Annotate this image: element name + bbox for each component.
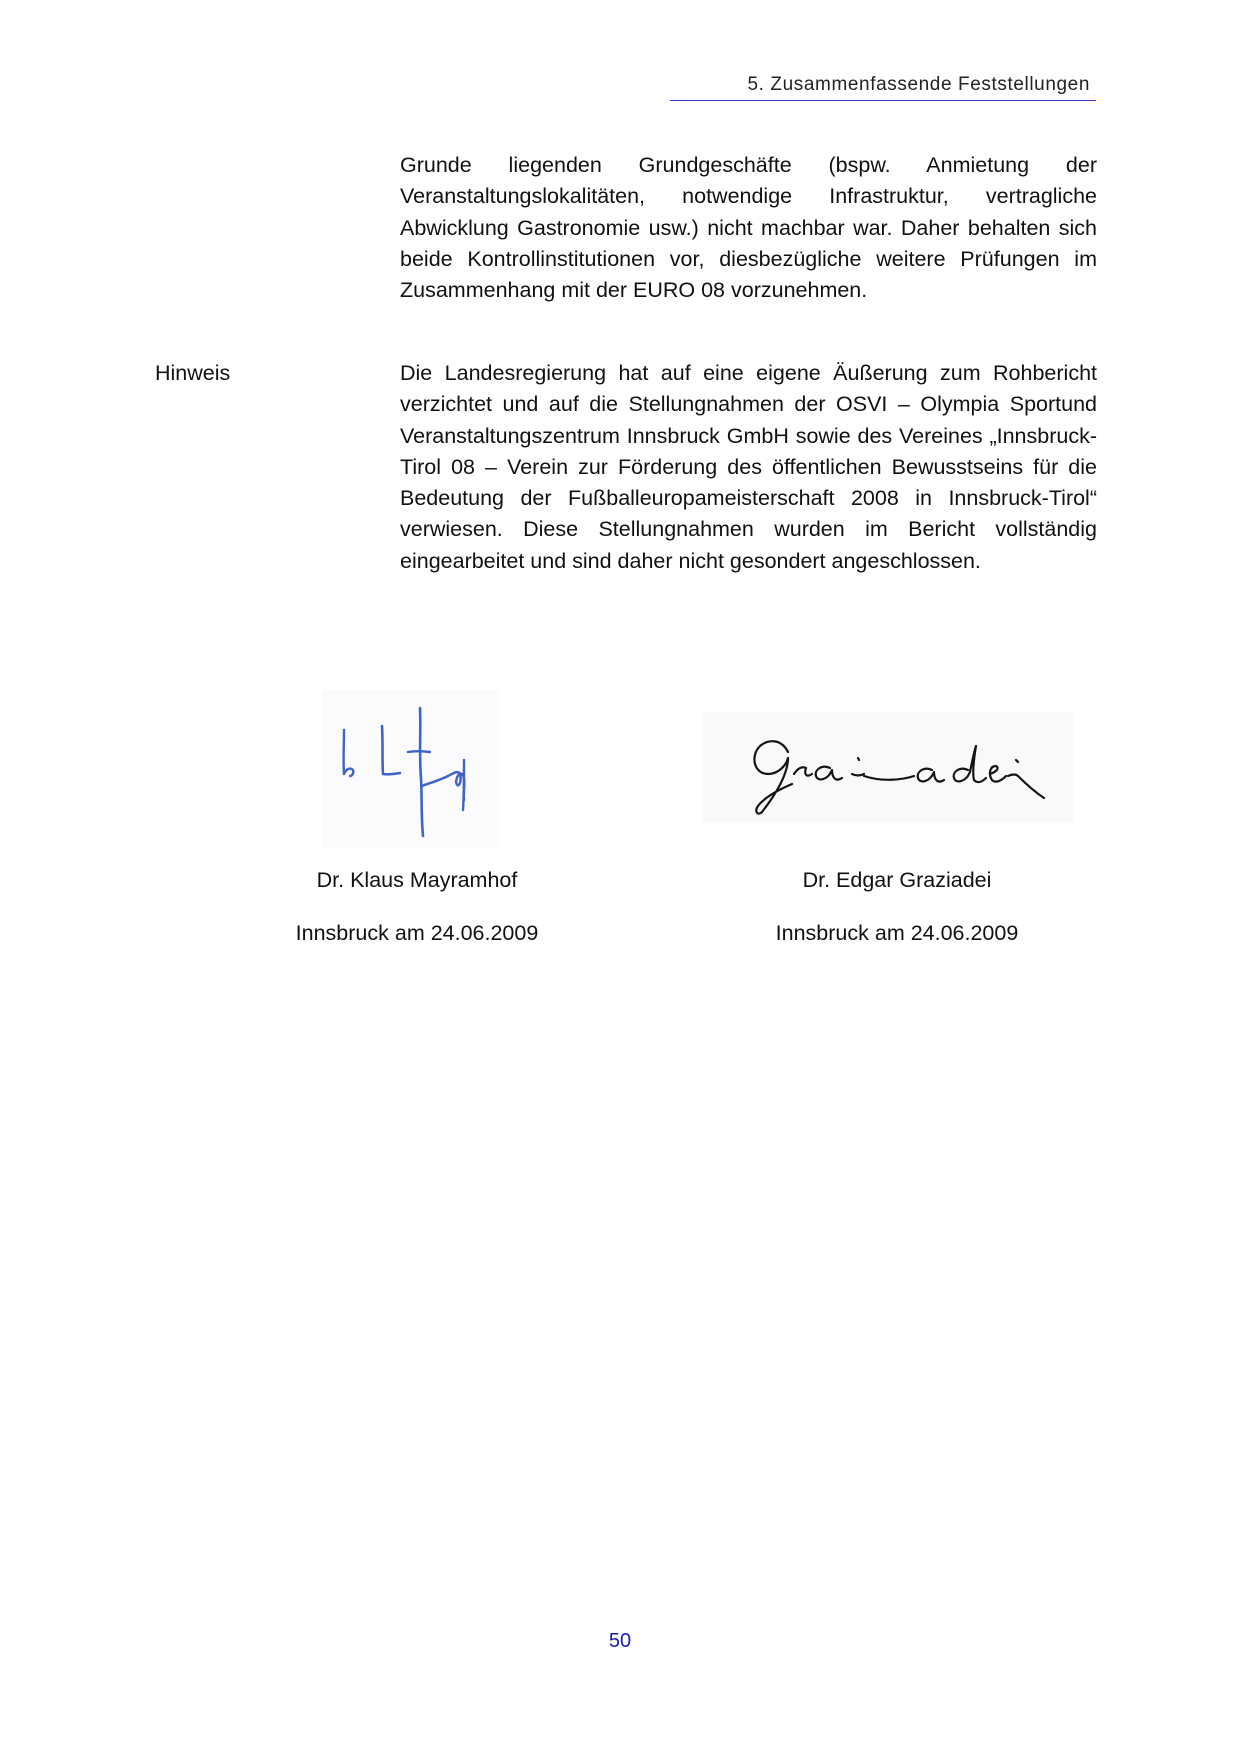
signer-date-graziadei: Innsbruck am 24.06.2009 — [775, 921, 1019, 945]
hinweis-label: Hinweis — [155, 361, 231, 385]
hinweis-paragraph: Die Landesregierung hat auf eine eigene Äußerung zum Rohbericht verzichtet und auf die Stellungnahmen der OSVI – Olympia Sportund Veranstaltungszentrum Innsbruck GmbH sowie des Vereines „Innsbruck-Tirol 08 – Verein zur Förderung des öffentlichen Bewusstseins für die Bedeutung der Fußballeuropameisterschaft 2008 in Innsbruck-Tirol“ verwiesen. Diese Stellungnahmen wurden im Bericht vollständig eingearbeitet und sind daher nicht gesondert angeschlossen. — [400, 361, 1097, 573]
signature-graziadei-strokes — [702, 712, 1074, 822]
section-title: 5. Zusammenfassende Feststellungen — [747, 74, 1090, 95]
signature-mayramhof — [322, 690, 500, 848]
signer-name-mayramhof: Dr. Klaus Mayramhof — [316, 868, 518, 892]
page-number: 50 — [608, 1630, 632, 1652]
signer-date-mayramhof: Innsbruck am 24.06.2009 — [295, 921, 539, 945]
running-header — [670, 70, 1096, 101]
continued-paragraph: Grunde liegenden Grundgeschäfte (bspw. Anmietung der Veranstaltungslokalitäten, notwendige Infrastruktur, vertragliche Abwicklung Gastronomie usw.) nicht machbar war. Daher behalten sich beide Kontrollinstitutionen vor, diesbezügliche weitere Prüfungen im Zusammenhang mit der EURO 08 vorzunehmen. — [400, 153, 1097, 303]
signer-name-graziadei: Dr. Edgar Graziadei — [802, 868, 992, 892]
signature-mayramhof-strokes — [322, 690, 500, 848]
signature-graziadei — [702, 712, 1074, 822]
